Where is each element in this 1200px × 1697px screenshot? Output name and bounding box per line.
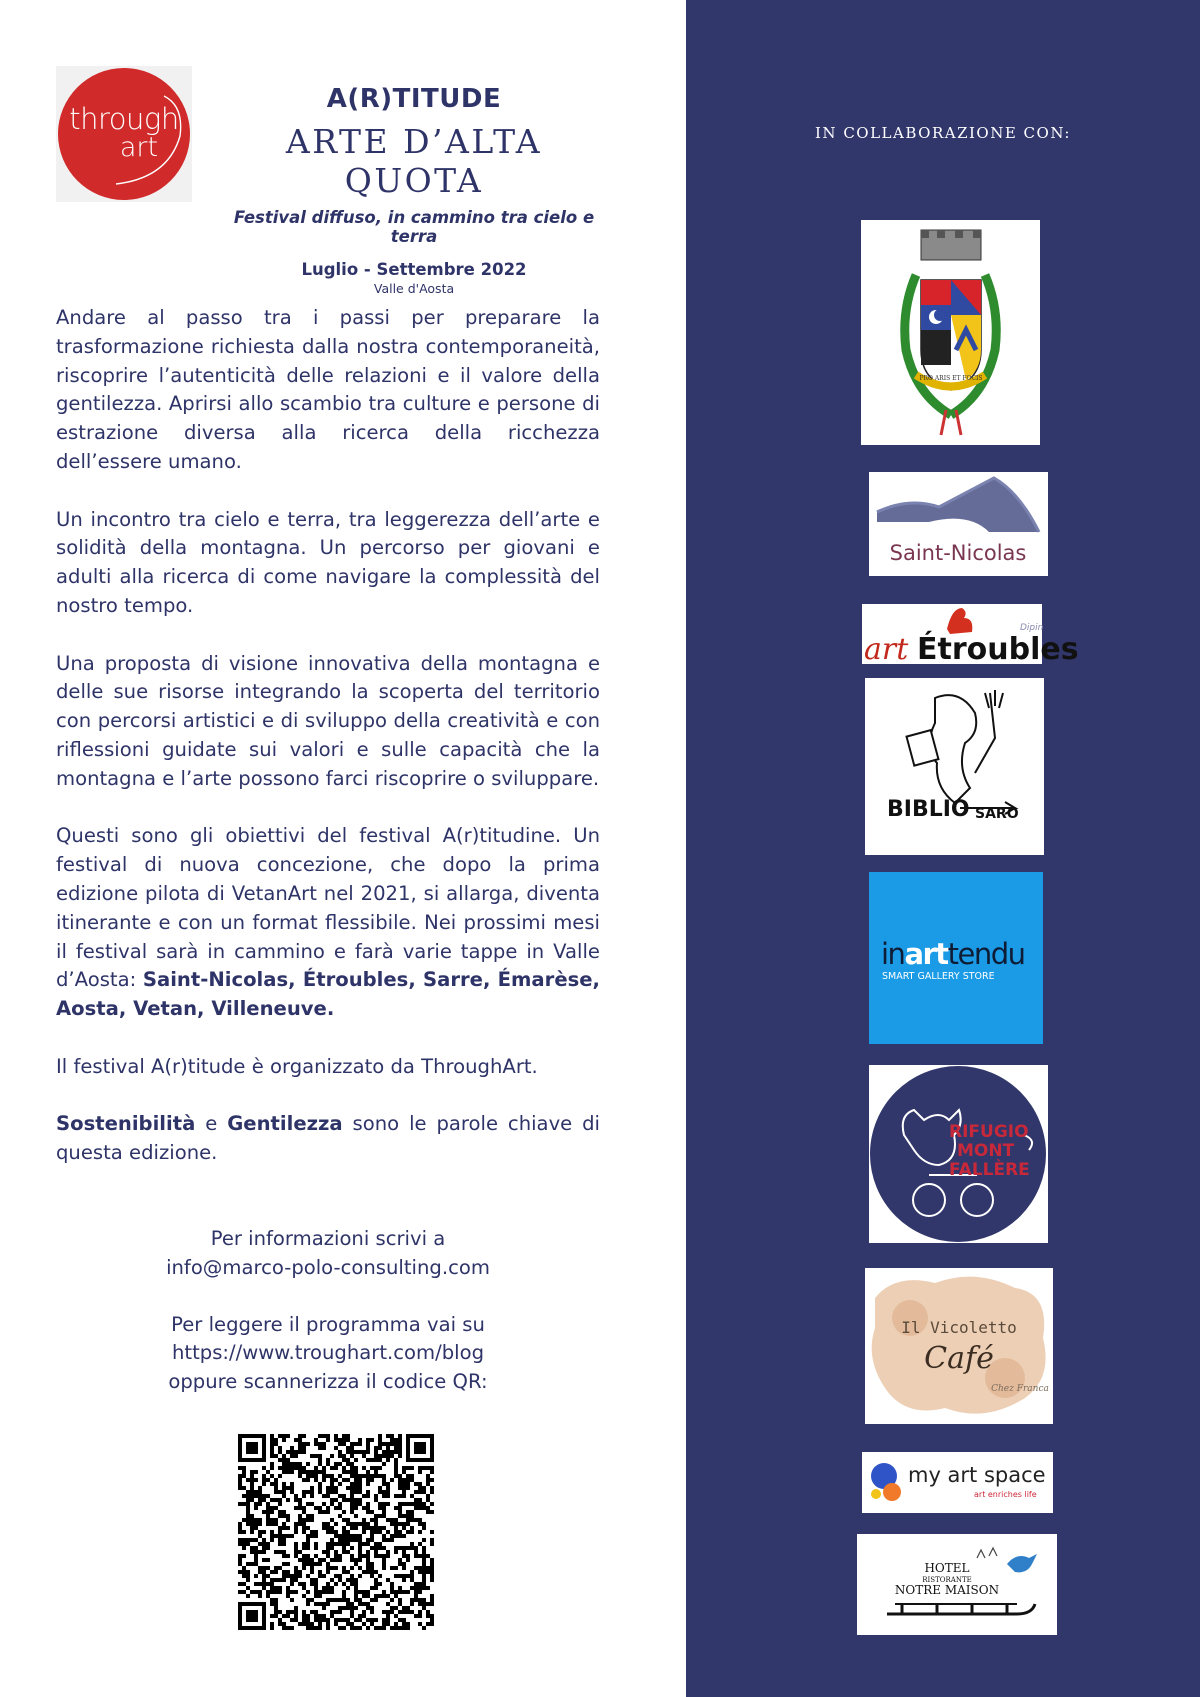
saint-nicolas-text: Saint-Nicolas xyxy=(889,541,1027,565)
rifugio-mont-fallere-logo xyxy=(869,1065,1048,1243)
throughart-logo xyxy=(56,66,192,202)
qr-code[interactable] xyxy=(238,1434,434,1630)
coat-motto: PRO ARIS ET FOCIS xyxy=(919,375,983,382)
inartendu-art: art xyxy=(904,937,948,971)
page-headline: ARTE D’ALTA QUOTA xyxy=(285,122,543,200)
inartendu-sub: SMART GALLERY STORE xyxy=(882,971,995,982)
paragraph-4-places: Saint-Nicolas, Étroubles, Sarre, Émarèse, Aosta, Vetan, Villeneuve. xyxy=(56,968,600,1021)
paragraph-3: Una proposta di visione innovativa della montagna e delle sue risorse integrando la scoperta del territorio con percorsi artistici e di sviluppo della creatività e con riflessioni guidate sui valori e sulle capacità che la montagna e l’arte possono farci riscoprire o sviluppare. xyxy=(56,651,600,790)
inartendu-logo xyxy=(869,872,1043,1044)
paragraph-6-and: e xyxy=(195,1112,228,1136)
festival-place: Valle d'Aosta xyxy=(373,281,455,296)
paragraph-2: Un incontro tra cielo e terra, tra leggerezza dell’arte e solidità della montagna. Un percorso per giovani e adulti alla ricerca di come navigare la complessità del nostro tempo. xyxy=(56,507,600,617)
art-etroubles-name: Étroubles xyxy=(917,632,1079,667)
rifugio-text-3: FALLÈRE xyxy=(949,1160,1030,1180)
rifugio-text-1: RIFUGIO xyxy=(949,1122,1029,1142)
paragraph-6-rest: sono le parole chiave di questa edizione. xyxy=(56,1112,600,1165)
paragraph-1: Andare al passo tra i passi per preparare la trasformazione richiesta dalla nostra contemporaneità, riscoprire l’autenticità delle relazioni e il valore della gentilezza. Aprirsi allo scambio tra culture e persone di estrazione diversa alla ricerca della ricchezza dell’essere umano. xyxy=(56,306,600,473)
paragraph-6 xyxy=(56,1110,600,1168)
logo-text-through: through xyxy=(69,102,179,136)
art-etroubles-logo xyxy=(862,604,1079,667)
coat-of-arms-logo xyxy=(861,220,1040,445)
contact-line-info: Per informazioni scrivi a xyxy=(210,1227,446,1250)
vicoletto-sub: Chez Franca xyxy=(991,1384,1049,1394)
rifugio-text-2: MONT xyxy=(957,1141,1015,1161)
keyword-gentilezza: Gentilezza xyxy=(227,1112,343,1136)
collaboration-title: IN COLLABORAZIONE CON: xyxy=(815,124,1071,142)
hotel-name: NOTRE MAISON xyxy=(894,1583,1000,1597)
myartspace-tagline: art enriches life xyxy=(974,1490,1037,1499)
page-subtitle: Festival diffuso, in cammino tra cielo e terra xyxy=(233,208,595,246)
art-etroubles-art: art xyxy=(864,632,909,667)
vicoletto-cafe-logo xyxy=(865,1268,1053,1424)
art-etroubles-small: Dipin xyxy=(1020,623,1044,633)
biblio-saro-logo xyxy=(865,678,1044,855)
hotel-ristorante: RISTORANTE xyxy=(922,1576,972,1584)
biblio-text: BIBLIO xyxy=(887,797,970,822)
festival-dates: Luglio - Settembre 2022 xyxy=(301,260,527,279)
myartspace-name: my art space xyxy=(908,1463,1046,1487)
logo-text-art: art xyxy=(119,132,159,163)
vicoletto-cafe: Café xyxy=(924,1341,994,1376)
contact-url[interactable]: https://www.troughart.com/blog xyxy=(171,1341,485,1365)
page-title: A(R)TITUDE xyxy=(326,84,502,114)
contact-email[interactable]: info@marco-polo-consulting.com xyxy=(166,1255,490,1279)
keyword-sostenibilita: Sostenibilità xyxy=(56,1112,196,1136)
paragraph-4 xyxy=(56,822,600,1024)
my-art-space-logo xyxy=(862,1452,1053,1513)
hotel-notre-maison-logo xyxy=(857,1534,1057,1635)
paragraph-4-text: Questi sono gli obiettivi del festival A(r)titudine. Un festival di nuova concezione, che dopo la prima edizione pilota di VetanArt nel 2021, si allarga, diventa itinerante e con un format flessibile. Nei prossimi mesi il festival sarà in cammino e farà varie tappe in Valle d’Aosta: xyxy=(56,824,600,992)
title-block xyxy=(212,84,616,296)
contact-line-qr: oppure scannerizza il codice QR: xyxy=(168,1369,488,1393)
vicoletto-title: Il Vicoletto xyxy=(901,1318,1017,1337)
saint-nicolas-logo xyxy=(869,472,1048,576)
paragraph-5: Il festival A(r)titude è organizzato da ThroughArt. xyxy=(56,1054,538,1078)
contact-line-program: Per leggere il programma vai su xyxy=(171,1312,485,1336)
inartendu-tendu: tendu xyxy=(947,937,1025,971)
svg-text:inarttendu xyxy=(881,937,1025,971)
saro-text: SARO xyxy=(975,806,1019,822)
inartendu-in: in xyxy=(881,937,905,971)
hotel-label: HOTEL xyxy=(924,1561,970,1575)
contact-block xyxy=(56,1225,600,1397)
body-text xyxy=(56,304,600,1197)
